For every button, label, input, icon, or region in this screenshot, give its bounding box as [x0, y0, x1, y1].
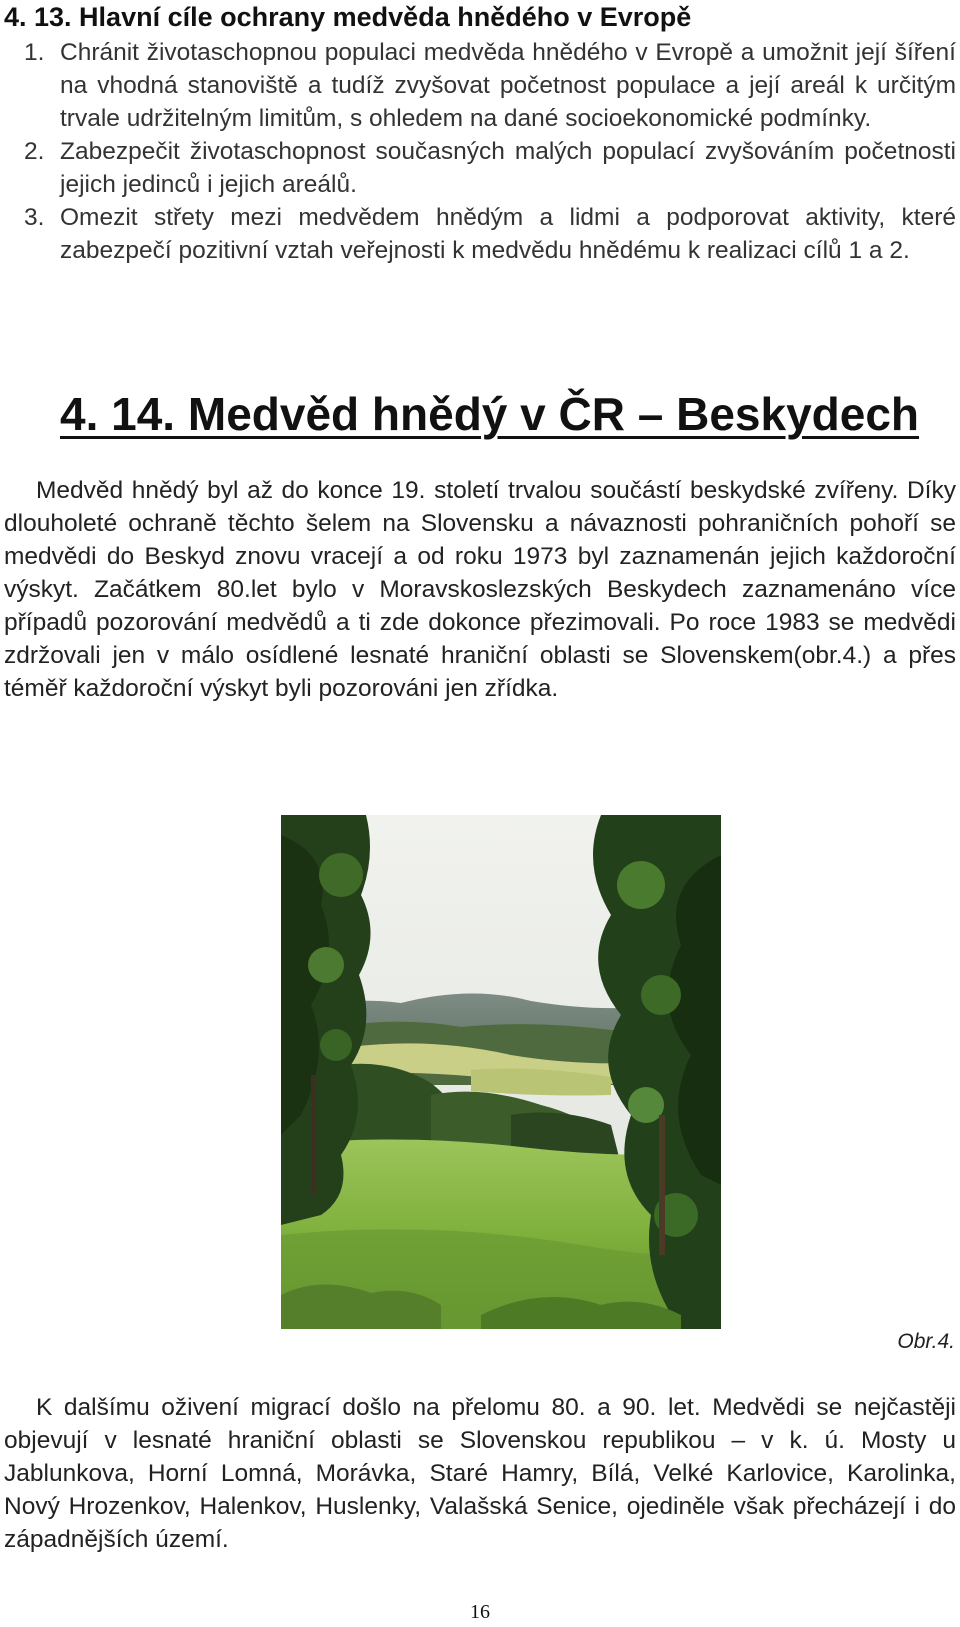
- section-title-beskydy: 4. 14. Medvěd hnědý v ČR – Beskydech: [60, 388, 920, 440]
- goal-text: Zabezpečit životaschopnost současných malých populací zvyšováním početnosti jejich jedinců i jejich areálů.: [60, 138, 956, 198]
- page-number: 16: [470, 1601, 490, 1623]
- goal-number: 3.: [24, 204, 45, 231]
- goal-item: [24, 201, 956, 267]
- goal-item: [24, 36, 956, 135]
- goal-number: 2.: [24, 138, 45, 165]
- section-title-goals: 4. 13. Hlavní cíle ochrany medvěda hnědého v Evropě: [4, 2, 692, 32]
- figure-caption: Obr.4.: [897, 1330, 955, 1353]
- goals-list: [24, 36, 956, 267]
- goal-item: [24, 135, 956, 201]
- landscape-photo-drawing: [281, 815, 721, 1329]
- goal-number: 1.: [24, 39, 45, 66]
- goal-text: Chránit životaschopnou populaci medvěda hnědého v Evropě a umožnit její šíření na vhodná stanoviště a tudíž zvyšovat početnost populace a její areál k určitým trvale udržitelným limitům, s ohledem na dané socioekonomické podmínky.: [60, 39, 956, 132]
- landscape-photo: [281, 815, 721, 1329]
- paragraph-migration: K dalšímu oživení migrací došlo na přelomu 80. a 90. let. Medvědi se nejčastěji objevují v lesnaté hraniční oblasti se Slovenskou republikou – v k. ú. Mosty u Jablunkova, Horní Lomná, Morávka, Staré Hamry, Bílá, Velké Karlovice, Karolinka, Nový Hrozenkov, Halenkov, Huslenky, Valašská Senice, ojediněle však přecházejí i do západnějších území.: [4, 1394, 956, 1553]
- goal-text: Omezit střety mezi medvědem hnědým a lidmi a podporovat aktivity, které zabezpečí pozitivní vztah veřejnosti k medvědu hnědému k realizaci cílů 1 a 2.: [60, 204, 956, 264]
- paragraph-history: Medvěd hnědý byl až do konce 19. století trvalou součástí beskydské zvířeny. Díky dlouholeté ochraně těchto šelem na Slovensku a návaznosti pohraničních pohoří se medvědi do Beskyd znovu vracejí a od roku 1973 byl zaznamenán jejich každoroční výskyt. Začátkem 80.let bylo v Moravskoslezských Beskydech zaznamenáno více případů pozorování medvědů a ti zde dokonce přezimovali. Po roce 1983 se medvědi zdržovali jen v málo osídlené lesnaté hraniční oblasti se Slovenskem(obr.4.) a přes téměř každoroční výskyt byli pozorováni jen zřídka.: [4, 477, 956, 702]
